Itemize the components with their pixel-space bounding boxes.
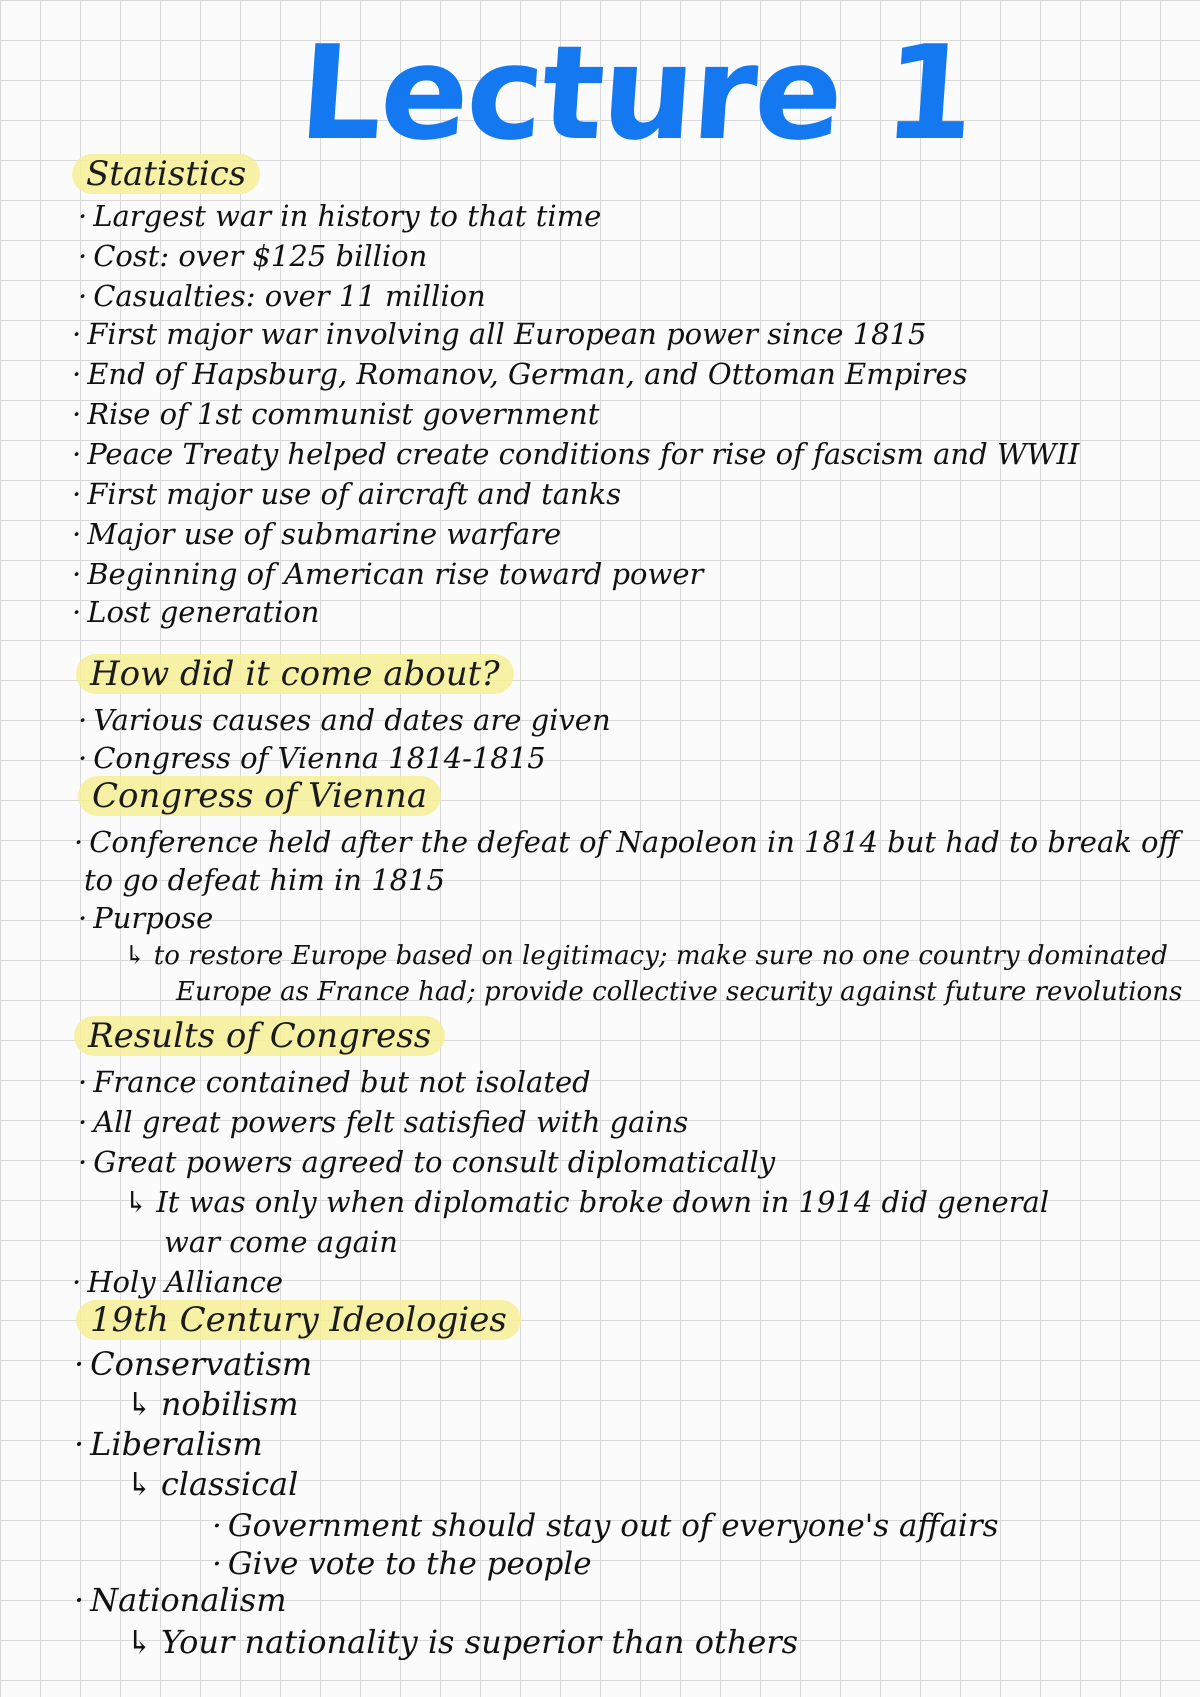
arrow-icon: ↳ (126, 1385, 153, 1423)
sub-item: ↳ Your nationality is superior than others (126, 1623, 799, 1661)
sub-item-continuation: Europe as France had; provide collective security against future revolutions (176, 977, 1183, 1007)
list-item: · Conservatism (74, 1344, 312, 1384)
list-item: · Rise of 1st communist government (72, 394, 599, 434)
list-item: · Holy Alliance (72, 1262, 283, 1302)
list-item: · Purpose (78, 898, 213, 938)
list-item: · Liberalism (74, 1424, 263, 1464)
sub-item-continuation: war come again (164, 1225, 398, 1259)
sub-item: ↳ nobilism (126, 1385, 299, 1423)
heading-statistics: Statistics (72, 152, 260, 196)
sub-item: ↳ It was only when diplomatic broke down in 1914 did general (124, 1185, 1050, 1219)
list-item: · First major war involving all European power since 1815 (72, 314, 926, 354)
heading-ideologies: 19th Century Ideologies (76, 1298, 521, 1342)
list-item: · Cost: over $125 billion (78, 236, 427, 276)
list-item: · Casualties: over 11 million (78, 276, 486, 316)
arrow-icon: ↳ (124, 1185, 149, 1219)
arrow-icon: ↳ (126, 1623, 153, 1661)
heading-results: Results of Congress (74, 1014, 445, 1058)
heading-how: How did it come about? (76, 652, 514, 696)
list-item-continuation: to go defeat him in 1815 (84, 863, 445, 897)
arrow-icon: ↳ (124, 941, 146, 971)
list-item: · Conference held after the defeat of Napoleon in 1814 but had to break off (74, 822, 1179, 862)
list-item: · Largest war in history to that time (78, 196, 601, 236)
list-item: · Lost generation (72, 592, 319, 632)
list-item: · Nationalism (74, 1580, 287, 1620)
list-item: · Various causes and dates are given (78, 700, 611, 740)
list-item: · Congress of Vienna 1814-1815 (78, 738, 546, 778)
list-item: · End of Hapsburg, Romanov, German, and Ottoman Empires (72, 354, 967, 394)
arrow-icon: ↳ (126, 1465, 153, 1503)
list-item: · Major use of submarine warfare (72, 514, 561, 554)
list-item: · Peace Treaty helped create conditions for rise of fascism and WWII (72, 434, 1079, 474)
page-title: Lecture 1 (294, 17, 979, 169)
list-item: · Give vote to the people (212, 1544, 592, 1584)
list-item: · Beginning of American rise toward power (72, 554, 703, 594)
sub-item: ↳ to restore Europe based on legitimacy; make sure no one country dominated (124, 941, 1168, 971)
list-item: · Government should stay out of everyone's affairs (212, 1506, 999, 1546)
list-item: · All great powers felt satisfied with gains (78, 1102, 688, 1142)
list-item: · First major use of aircraft and tanks (72, 474, 621, 514)
sub-item: ↳ classical (126, 1465, 299, 1503)
heading-vienna: Congress of Vienna (78, 774, 441, 818)
list-item: · France contained but not isolated (78, 1062, 591, 1102)
list-item: · Great powers agreed to consult diplomatically (78, 1142, 775, 1182)
